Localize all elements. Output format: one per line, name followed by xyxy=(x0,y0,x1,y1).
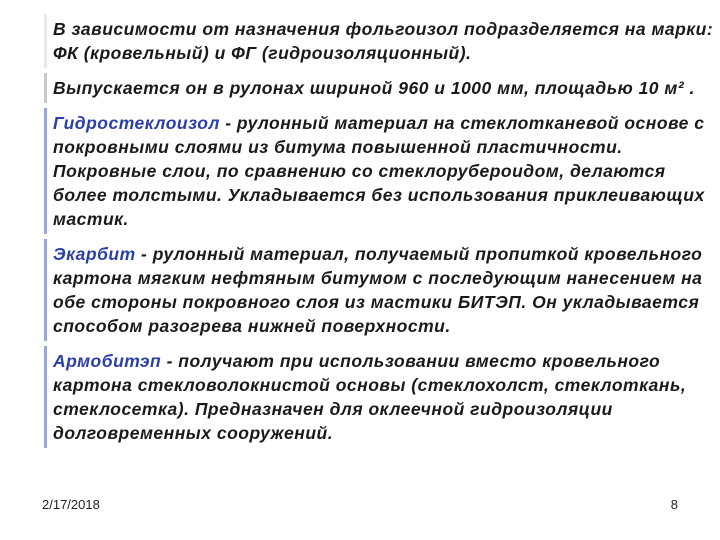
paragraph-2 xyxy=(44,73,718,103)
paragraph-1 xyxy=(44,14,718,68)
paragraph-1-text: В зависимости от назначения фольгоизол подразделяется на марки: ФК (кровельный) и ФГ (гидроизоляционный). xyxy=(53,19,714,63)
paragraph-5-text: - получают при использовании вместо кровельного картона стекловолокнистой основы (стеклохолст, стеклоткань, стеклосетка). Предназначен для оклеечной гидроизоляции долговременных сооружений. xyxy=(53,351,687,443)
paragraph-4 xyxy=(44,239,718,341)
paragraph-4-text: - рулонный материал, получаемый пропиткой кровельного картона мягким нефтяным битумом с последующим нанесением на обе стороны покровного слоя из мастики БИТЭП. Он укладывается способом разогрева нижней поверхности. xyxy=(53,244,703,336)
paragraph-5 xyxy=(44,346,718,448)
paragraph-3-text: - рулонный материал на стеклотканевой основе с покровными слоями из битума повышенной пластичности. Покровные слои, по сравнению со стеклорубероидом, делаются более толстыми. Укладывается без использования приклеивающих мастик. xyxy=(53,113,705,229)
term-ekarbit: Экарбит xyxy=(53,244,136,264)
page-number: 8 xyxy=(670,497,678,512)
slide-body xyxy=(44,14,718,453)
paragraph-3 xyxy=(44,108,718,234)
term-armobitep: Армобитэп xyxy=(53,351,162,371)
term-gidrostekloizol: Гидростеклоизол xyxy=(53,113,220,133)
paragraph-2-text: Выпускается он в рулонах шириной 960 и 1000 мм, площадью 10 м² . xyxy=(53,78,695,98)
footer-date: 2/17/2018 xyxy=(42,497,100,512)
